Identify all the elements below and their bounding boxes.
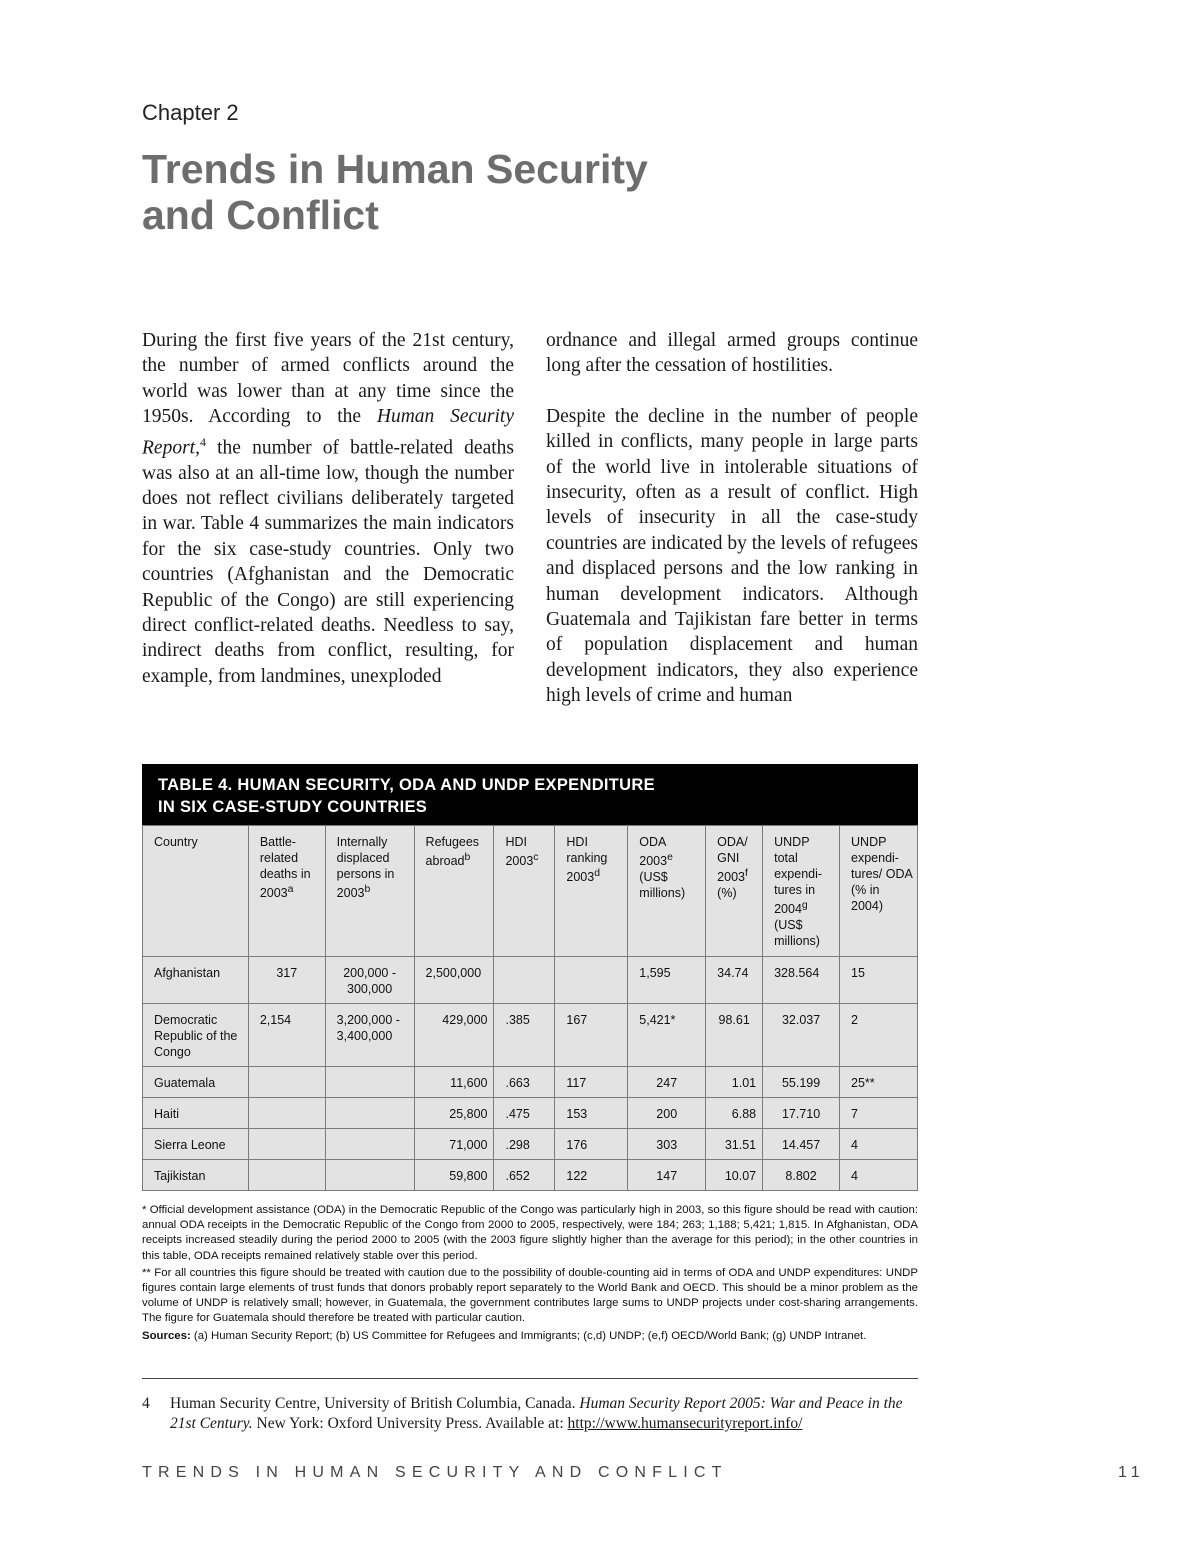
- page-number: 11: [1118, 1464, 1145, 1481]
- body-column-left: [142, 328, 514, 734]
- cell-idp: [325, 1129, 414, 1160]
- cell-undp-oda-ratio: 4: [840, 1129, 918, 1160]
- header-hdi: HDI 2003$^c$: [494, 826, 555, 957]
- cell-battle-deaths: [248, 1129, 325, 1160]
- cell-idp: [325, 1098, 414, 1129]
- cell-oda-gni: 6.88: [706, 1098, 763, 1129]
- cell-oda: 303: [628, 1129, 706, 1160]
- cell-idp: [325, 1067, 414, 1098]
- cell-refugees: 59,800: [414, 1160, 494, 1191]
- cell-oda-gni: 34.74: [706, 957, 763, 1004]
- cell-hdi: .385: [494, 1004, 555, 1067]
- table-title: [142, 764, 918, 825]
- cell-oda-gni: 98.61: [706, 1004, 763, 1067]
- table-row: [143, 1067, 918, 1098]
- chapter-title-line2: and Conflict: [142, 192, 379, 238]
- cell-refugees: 429,000: [414, 1004, 494, 1067]
- cell-country: Tajikistan: [143, 1160, 249, 1191]
- cell-battle-deaths: [248, 1067, 325, 1098]
- header-hdi-ranking: HDI ranking 2003$^d$: [555, 826, 628, 957]
- cell-refugees: 25,800: [414, 1098, 494, 1129]
- body-column-right: [546, 328, 918, 734]
- cell-undp-oda-ratio: 4: [840, 1160, 918, 1191]
- body-paragraph-3: Despite the decline in the number of people killed in conflicts, many people in large parts of the world live in intolerable situations of insecurity, often as a result of conflict. High levels of insecurity in all the case-study countries are indicated by the levels of refugees and displaced persons and the low ranking in human development indicators. Although Guatemala and Tajikistan fare better in terms of population displacement and human development indicators, they also experience high levels of crime and human: [546, 405, 918, 707]
- report-title-italic: Human Security Report,: [142, 406, 514, 459]
- table-sources: [142, 1329, 918, 1344]
- sources-text: (a) Human Security Report; (b) US Committee for Refugees and Immigrants; (c,d) UNDP; (e,f) OECD/World Bank; (g) UNDP Intranet.: [190, 1329, 867, 1342]
- header-refugees: Refugees abroad$^b$: [414, 826, 494, 957]
- chapter-title-line1: Trends in Human Security: [142, 146, 648, 192]
- footnote-report-title: Human Security Report 2005: War and Peace in the 21st Century.: [170, 1395, 903, 1432]
- cell-oda: 200: [628, 1098, 706, 1129]
- sources-label: Sources:: [142, 1329, 191, 1342]
- cell-undp-expenditures: 8.802: [763, 1160, 840, 1191]
- cell-battle-deaths: [248, 1098, 325, 1129]
- cell-undp-oda-ratio: 15: [840, 957, 918, 1004]
- table-row: [143, 1004, 918, 1067]
- cell-oda-gni: 31.51: [706, 1129, 763, 1160]
- cell-country: Afghanistan: [143, 957, 249, 1004]
- cell-hdi: .663: [494, 1067, 555, 1098]
- table-title-line2: IN SIX CASE-STUDY COUNTRIES: [158, 798, 428, 816]
- header-oda-gni: ODA/ GNI 2003$^f$ (%): [706, 826, 763, 957]
- table-row: [143, 1129, 918, 1160]
- cell-undp-expenditures: 14.457: [763, 1129, 840, 1160]
- table-note-1: * Official development assistance (ODA) in the Democratic Republic of the Congo was particularly high in 2003, so this figure should be read with caution: annual ODA receipts in the Democratic Republic of the Congo from 2000 to 2005, respectively, were 184; 263; 1,188; 5,421; 1,815. In Afghanistan, ODA receipts increased steadily during the period 2000 to 2005 (with the 2003 figure slightly higher than the average for this period); in the other countries in this table, ODA receipts remained relatively stable over this period.: [142, 1204, 918, 1262]
- cell-hdi: [494, 957, 555, 1004]
- header-idp: Internally displaced persons in 2003$^b$: [325, 826, 414, 957]
- cell-oda: 247: [628, 1067, 706, 1098]
- cell-battle-deaths: 317: [248, 957, 325, 1004]
- footnote-text: Human Security Centre, University of British Columbia, Canada. Human Security Report 2005: War and Peace in the 21st Century. New York: Oxford University Press. Available at: http://www.humansecurityreport.info/: [170, 1395, 903, 1432]
- cell-idp: 3,200,000 - 3,400,000: [325, 1004, 414, 1067]
- cell-oda: 1,595: [628, 957, 706, 1004]
- cell-country: Haiti: [143, 1098, 249, 1129]
- chapter-title: [142, 146, 842, 238]
- cell-oda: 5,421*: [628, 1004, 706, 1067]
- cell-refugees: 71,000: [414, 1129, 494, 1160]
- table-note-2: ** For all countries this figure should be treated with caution due to the possibility of double-counting aid in terms of ODA and UNDP expenditures: UNDP figures contain large elements of trust funds that donors probably report separately to the World Bank and OECD. This should be a minor problem as the volume of UNDP is relatively small; however, in Guatemala, the government contributes large sums to UNDP projects under cost-sharing arrangements. The figure for Guatemala should therefore be treated with particular caution.: [142, 1266, 918, 1325]
- body-paragraph-2: ordnance and illegal armed groups continue long after the cessation of hostilities.: [546, 330, 918, 377]
- cell-undp-oda-ratio: 25**: [840, 1067, 918, 1098]
- cell-undp-expenditures: 328.564: [763, 957, 840, 1004]
- header-country: Country: [143, 826, 249, 957]
- cell-country: Guatemala: [143, 1067, 249, 1098]
- cell-oda-gni: 1.01: [706, 1067, 763, 1098]
- cell-refugees: 2,500,000: [414, 957, 494, 1004]
- cell-hdi-ranking: 117: [555, 1067, 628, 1098]
- footnote-link[interactable]: http://www.humansecurityreport.info/: [567, 1415, 803, 1432]
- cell-hdi-ranking: 167: [555, 1004, 628, 1067]
- cell-idp: 200,000 - 300,000: [325, 957, 414, 1004]
- footnote-number: 4: [142, 1395, 150, 1412]
- table-row: [143, 957, 918, 1004]
- cell-hdi: .298: [494, 1129, 555, 1160]
- cell-battle-deaths: [248, 1160, 325, 1191]
- running-footer: TRENDS IN HUMAN SECURITY AND CONFLICT: [142, 1464, 728, 1481]
- cell-hdi: .475: [494, 1098, 555, 1129]
- cell-battle-deaths: 2,154: [248, 1004, 325, 1067]
- table-4: [142, 764, 918, 1191]
- body-columns: [142, 328, 918, 734]
- cell-idp: [325, 1160, 414, 1191]
- cell-undp-oda-ratio: 7: [840, 1098, 918, 1129]
- cell-undp-expenditures: 55.199: [763, 1067, 840, 1098]
- cell-undp-oda-ratio: 2: [840, 1004, 918, 1067]
- table-notes: [142, 1203, 918, 1346]
- cell-country: Sierra Leone: [143, 1129, 249, 1160]
- header-battle-deaths: Battle-related deaths in 2003$^a$: [248, 826, 325, 957]
- table-header-row: [143, 826, 918, 957]
- footnote-4: [142, 1394, 918, 1434]
- footnote-ref[interactable]: 4: [199, 434, 206, 449]
- header-undp-expenditures: UNDP total expendi-tures in 2004$^g$ (US$ millions): [763, 826, 840, 957]
- cell-hdi-ranking: [555, 957, 628, 1004]
- cell-undp-expenditures: 32.037: [763, 1004, 840, 1067]
- table-row: [143, 1098, 918, 1129]
- body-text: the number of battle-related deaths was also at an all-time low, though the number does not reflect civilians deliberately targeted in war. Table 4 summarizes the main indicators for the six case-study countries. Only two countries (Afghanistan and the Democratic Republic of the Congo) are still experiencing direct conflict-related deaths. Needless to say, indirect deaths from conflict, resulting, for example, from landmines, unexploded: [142, 437, 514, 687]
- cell-oda: 147: [628, 1160, 706, 1191]
- cell-oda-gni: 10.07: [706, 1160, 763, 1191]
- body-paragraph-1: [142, 328, 514, 689]
- cell-country: Democratic Republic of the Congo: [143, 1004, 249, 1067]
- footnote-divider: [142, 1378, 918, 1379]
- data-table: [142, 825, 918, 1191]
- table-row: [143, 1160, 918, 1191]
- cell-hdi-ranking: 122: [555, 1160, 628, 1191]
- chapter-label: Chapter 2: [142, 100, 239, 125]
- cell-hdi-ranking: 176: [555, 1129, 628, 1160]
- cell-hdi: .652: [494, 1160, 555, 1191]
- table-title-line1: TABLE 4. HUMAN SECURITY, ODA AND UNDP EXPENDITURE: [158, 776, 655, 794]
- cell-hdi-ranking: 153: [555, 1098, 628, 1129]
- header-undp-oda-ratio: UNDP expendi-tures/ ODA (% in 2004): [840, 826, 918, 957]
- cell-refugees: 11,600: [414, 1067, 494, 1098]
- body-text: During the first five years of the 21st century, the number of armed conflicts around the world was lower than at any time since the 1950s. According to the: [142, 330, 514, 428]
- cell-undp-expenditures: 17.710: [763, 1098, 840, 1129]
- header-oda: ODA 2003e (US$ millions): [628, 826, 706, 957]
